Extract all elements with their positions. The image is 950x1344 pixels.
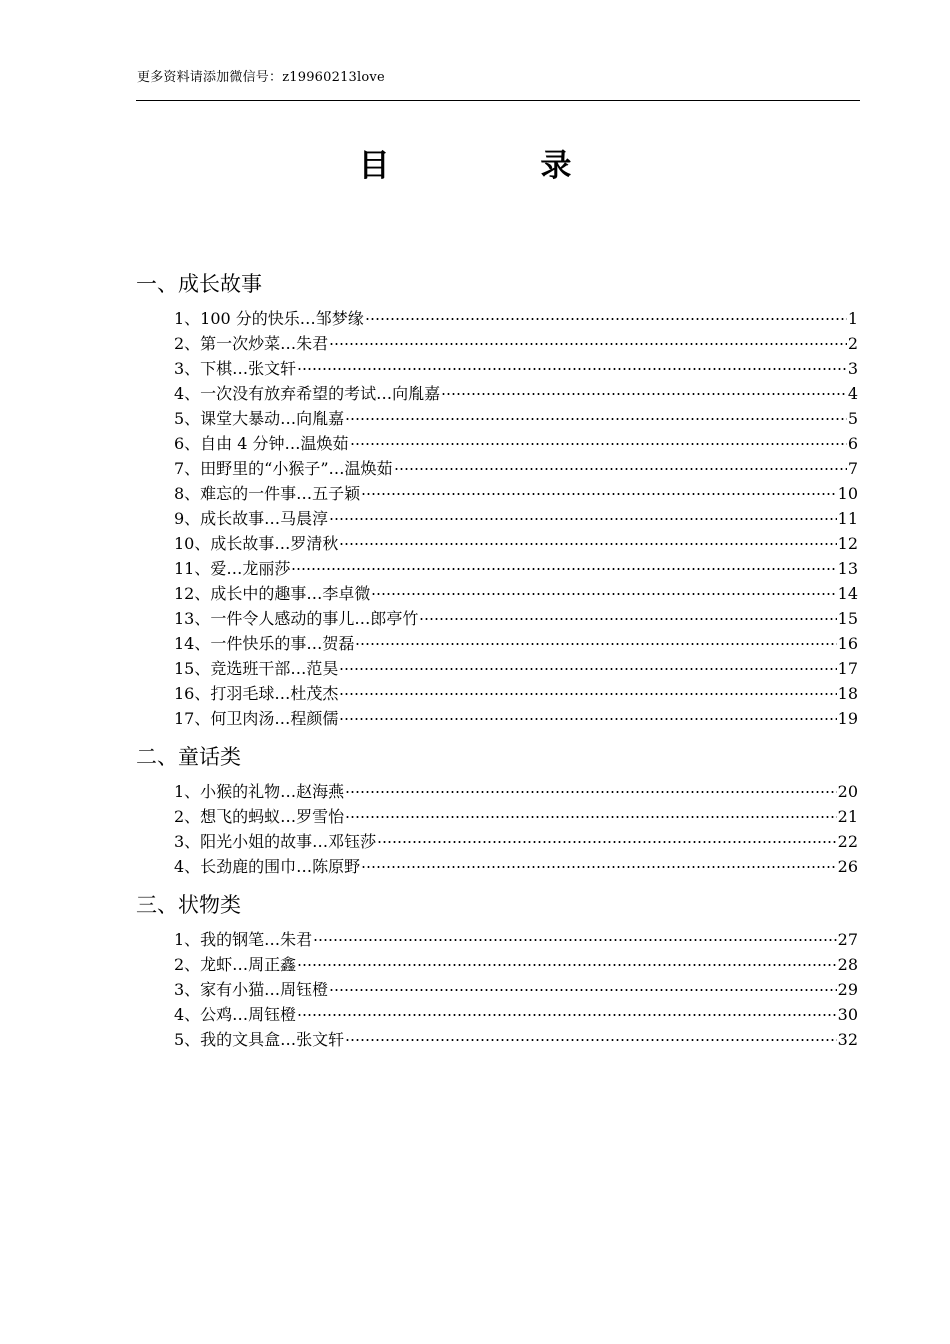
toc-entry-page-number: 3 (847, 359, 858, 378)
toc-entry-page-number: 4 (847, 384, 858, 403)
toc-entry-page-number: 17 (837, 659, 858, 678)
toc-entry[interactable] (136, 456, 860, 481)
dot-leader (297, 1014, 836, 1016)
toc-entry-title: 3、家有小猫…周钰橙 (174, 980, 329, 999)
toc-entry[interactable] (136, 481, 860, 506)
toc-entry-page-number: 11 (837, 509, 858, 528)
toc-entry-page-number: 6 (847, 434, 858, 453)
dot-leader (345, 418, 847, 420)
dot-leader (339, 668, 836, 670)
toc-entry[interactable] (136, 1002, 860, 1027)
toc-entry[interactable] (136, 406, 860, 431)
toc-entry[interactable] (136, 779, 860, 804)
dot-leader (313, 939, 836, 941)
section-title: 二、童话类 (136, 745, 241, 769)
toc-entry[interactable] (136, 706, 860, 731)
toc-entry-title: 1、100 分的快乐…邹梦缘 (174, 309, 364, 328)
dot-leader (291, 568, 836, 570)
toc-entry-page-number: 14 (837, 584, 858, 603)
toc-entry-page-number: 18 (837, 684, 858, 703)
dot-leader (297, 368, 847, 370)
toc-entry-page-number: 20 (837, 782, 858, 801)
toc-entry[interactable] (136, 927, 860, 952)
toc-entry-title: 2、第一次炒菜…朱君 (174, 334, 329, 353)
toc-entry-title: 1、小猴的礼物…赵海燕 (174, 782, 345, 801)
toc-entry-page-number: 10 (837, 484, 858, 503)
toc-entry[interactable] (136, 977, 860, 1002)
dot-leader (329, 518, 836, 520)
toc-entry-title: 6、自由 4 分钟…温焕茹 (174, 434, 349, 453)
toc-entry-title: 9、成长故事…马晨淳 (174, 509, 329, 528)
toc-entry-title: 13、一件令人感动的事儿…郎亭竹 (174, 609, 419, 628)
dot-leader (339, 693, 836, 695)
dot-leader (345, 816, 836, 818)
toc-entry[interactable] (136, 431, 860, 456)
toc-entry-page-number: 5 (847, 409, 858, 428)
toc-entry[interactable] (136, 854, 860, 879)
toc-entry-title: 7、田野里的“小猴子”…温焕茹 (174, 459, 393, 478)
dot-leader (345, 1039, 836, 1041)
toc-entry-title: 5、我的文具盒…张文轩 (174, 1030, 345, 1049)
toc-section (136, 268, 860, 731)
dot-leader (371, 593, 836, 595)
toc-entry-title: 4、一次没有放弃希望的考试…向胤嘉 (174, 384, 441, 403)
dot-leader (419, 618, 836, 620)
dot-leader (361, 866, 836, 868)
toc-entry[interactable] (136, 306, 860, 331)
toc-entry-title: 4、长劲鹿的围巾…陈原野 (174, 857, 361, 876)
toc-entry[interactable] (136, 581, 860, 606)
toc-entry-page-number: 13 (837, 559, 858, 578)
dot-leader (329, 343, 847, 345)
toc-entry[interactable] (136, 952, 860, 977)
toc-entry[interactable] (136, 606, 860, 631)
dot-leader (329, 989, 836, 991)
toc-entry[interactable] (136, 804, 860, 829)
page-title: 目 录 (358, 148, 642, 184)
toc-entry-title: 2、想飞的蚂蚁…罗雪怡 (174, 807, 345, 826)
toc-entry-page-number: 28 (837, 955, 858, 974)
toc-entry-title: 11、爱…龙丽莎 (174, 559, 291, 578)
toc-entry-page-number: 16 (837, 634, 858, 653)
header-note: 更多资料请添加微信号：z19960213love (137, 70, 385, 85)
toc-entry[interactable] (136, 331, 860, 356)
toc-entry[interactable] (136, 656, 860, 681)
dot-leader (361, 493, 836, 495)
toc-entry-title: 16、打羽毛球…杜茂杰 (174, 684, 339, 703)
dot-leader (345, 791, 836, 793)
toc-entry-page-number: 15 (837, 609, 858, 628)
toc-entry-page-number: 12 (837, 534, 858, 553)
toc-entry[interactable] (136, 381, 860, 406)
dot-leader (441, 393, 847, 395)
toc-entry-title: 15、竞选班干部…范昊 (174, 659, 339, 678)
toc-entry-title: 8、难忘的一件事…五子颖 (174, 484, 361, 503)
toc-entry-title: 17、何卫肉汤…程颜儒 (174, 709, 339, 728)
dot-leader (339, 718, 836, 720)
toc-entry-title: 2、龙虾…周正鑫 (174, 955, 297, 974)
toc-entry-page-number: 2 (847, 334, 858, 353)
dot-leader (355, 643, 836, 645)
dot-leader (394, 468, 847, 470)
toc-entry[interactable] (136, 1027, 860, 1052)
toc-entry-title: 3、阳光小姐的故事…邓钰莎 (174, 832, 377, 851)
toc-entry-page-number: 30 (837, 1005, 858, 1024)
toc-entry-title: 4、公鸡…周钰橙 (174, 1005, 297, 1024)
dot-leader (377, 841, 836, 843)
toc-entry-title: 10、成长故事…罗清秋 (174, 534, 339, 553)
toc-entry-title: 14、一件快乐的事…贺磊 (174, 634, 355, 653)
toc-entry-page-number: 19 (837, 709, 858, 728)
toc-entry-title: 5、课堂大暴动…向胤嘉 (174, 409, 345, 428)
toc-section (136, 889, 860, 1052)
table-of-contents (136, 268, 860, 1062)
toc-entry-title: 1、我的钢笔…朱君 (174, 930, 313, 949)
toc-entry[interactable] (136, 356, 860, 381)
toc-entry-page-number: 1 (847, 309, 858, 328)
toc-entry-title: 3、下棋…张文轩 (174, 359, 297, 378)
toc-entry[interactable] (136, 631, 860, 656)
toc-entry[interactable] (136, 531, 860, 556)
dot-leader (365, 318, 847, 320)
toc-section (136, 741, 860, 879)
toc-entry[interactable] (136, 556, 860, 581)
toc-entry-page-number: 27 (837, 930, 858, 949)
toc-entry-page-number: 32 (837, 1030, 858, 1049)
toc-entry-page-number: 7 (847, 459, 858, 478)
toc-entry-title: 12、成长中的趣事…李卓微 (174, 584, 371, 603)
dot-leader (350, 443, 847, 445)
section-title: 一、成长故事 (136, 272, 262, 296)
toc-entry-page-number: 26 (837, 857, 858, 876)
toc-entry[interactable] (136, 681, 860, 706)
toc-entry-page-number: 21 (837, 807, 858, 826)
dot-leader (297, 964, 836, 966)
section-title: 三、状物类 (136, 893, 241, 917)
dot-leader (339, 543, 836, 545)
toc-entry[interactable] (136, 829, 860, 854)
toc-entry-page-number: 29 (837, 980, 858, 999)
header-divider (136, 100, 860, 101)
toc-entry-page-number: 22 (837, 832, 858, 851)
toc-entry[interactable] (136, 506, 860, 531)
